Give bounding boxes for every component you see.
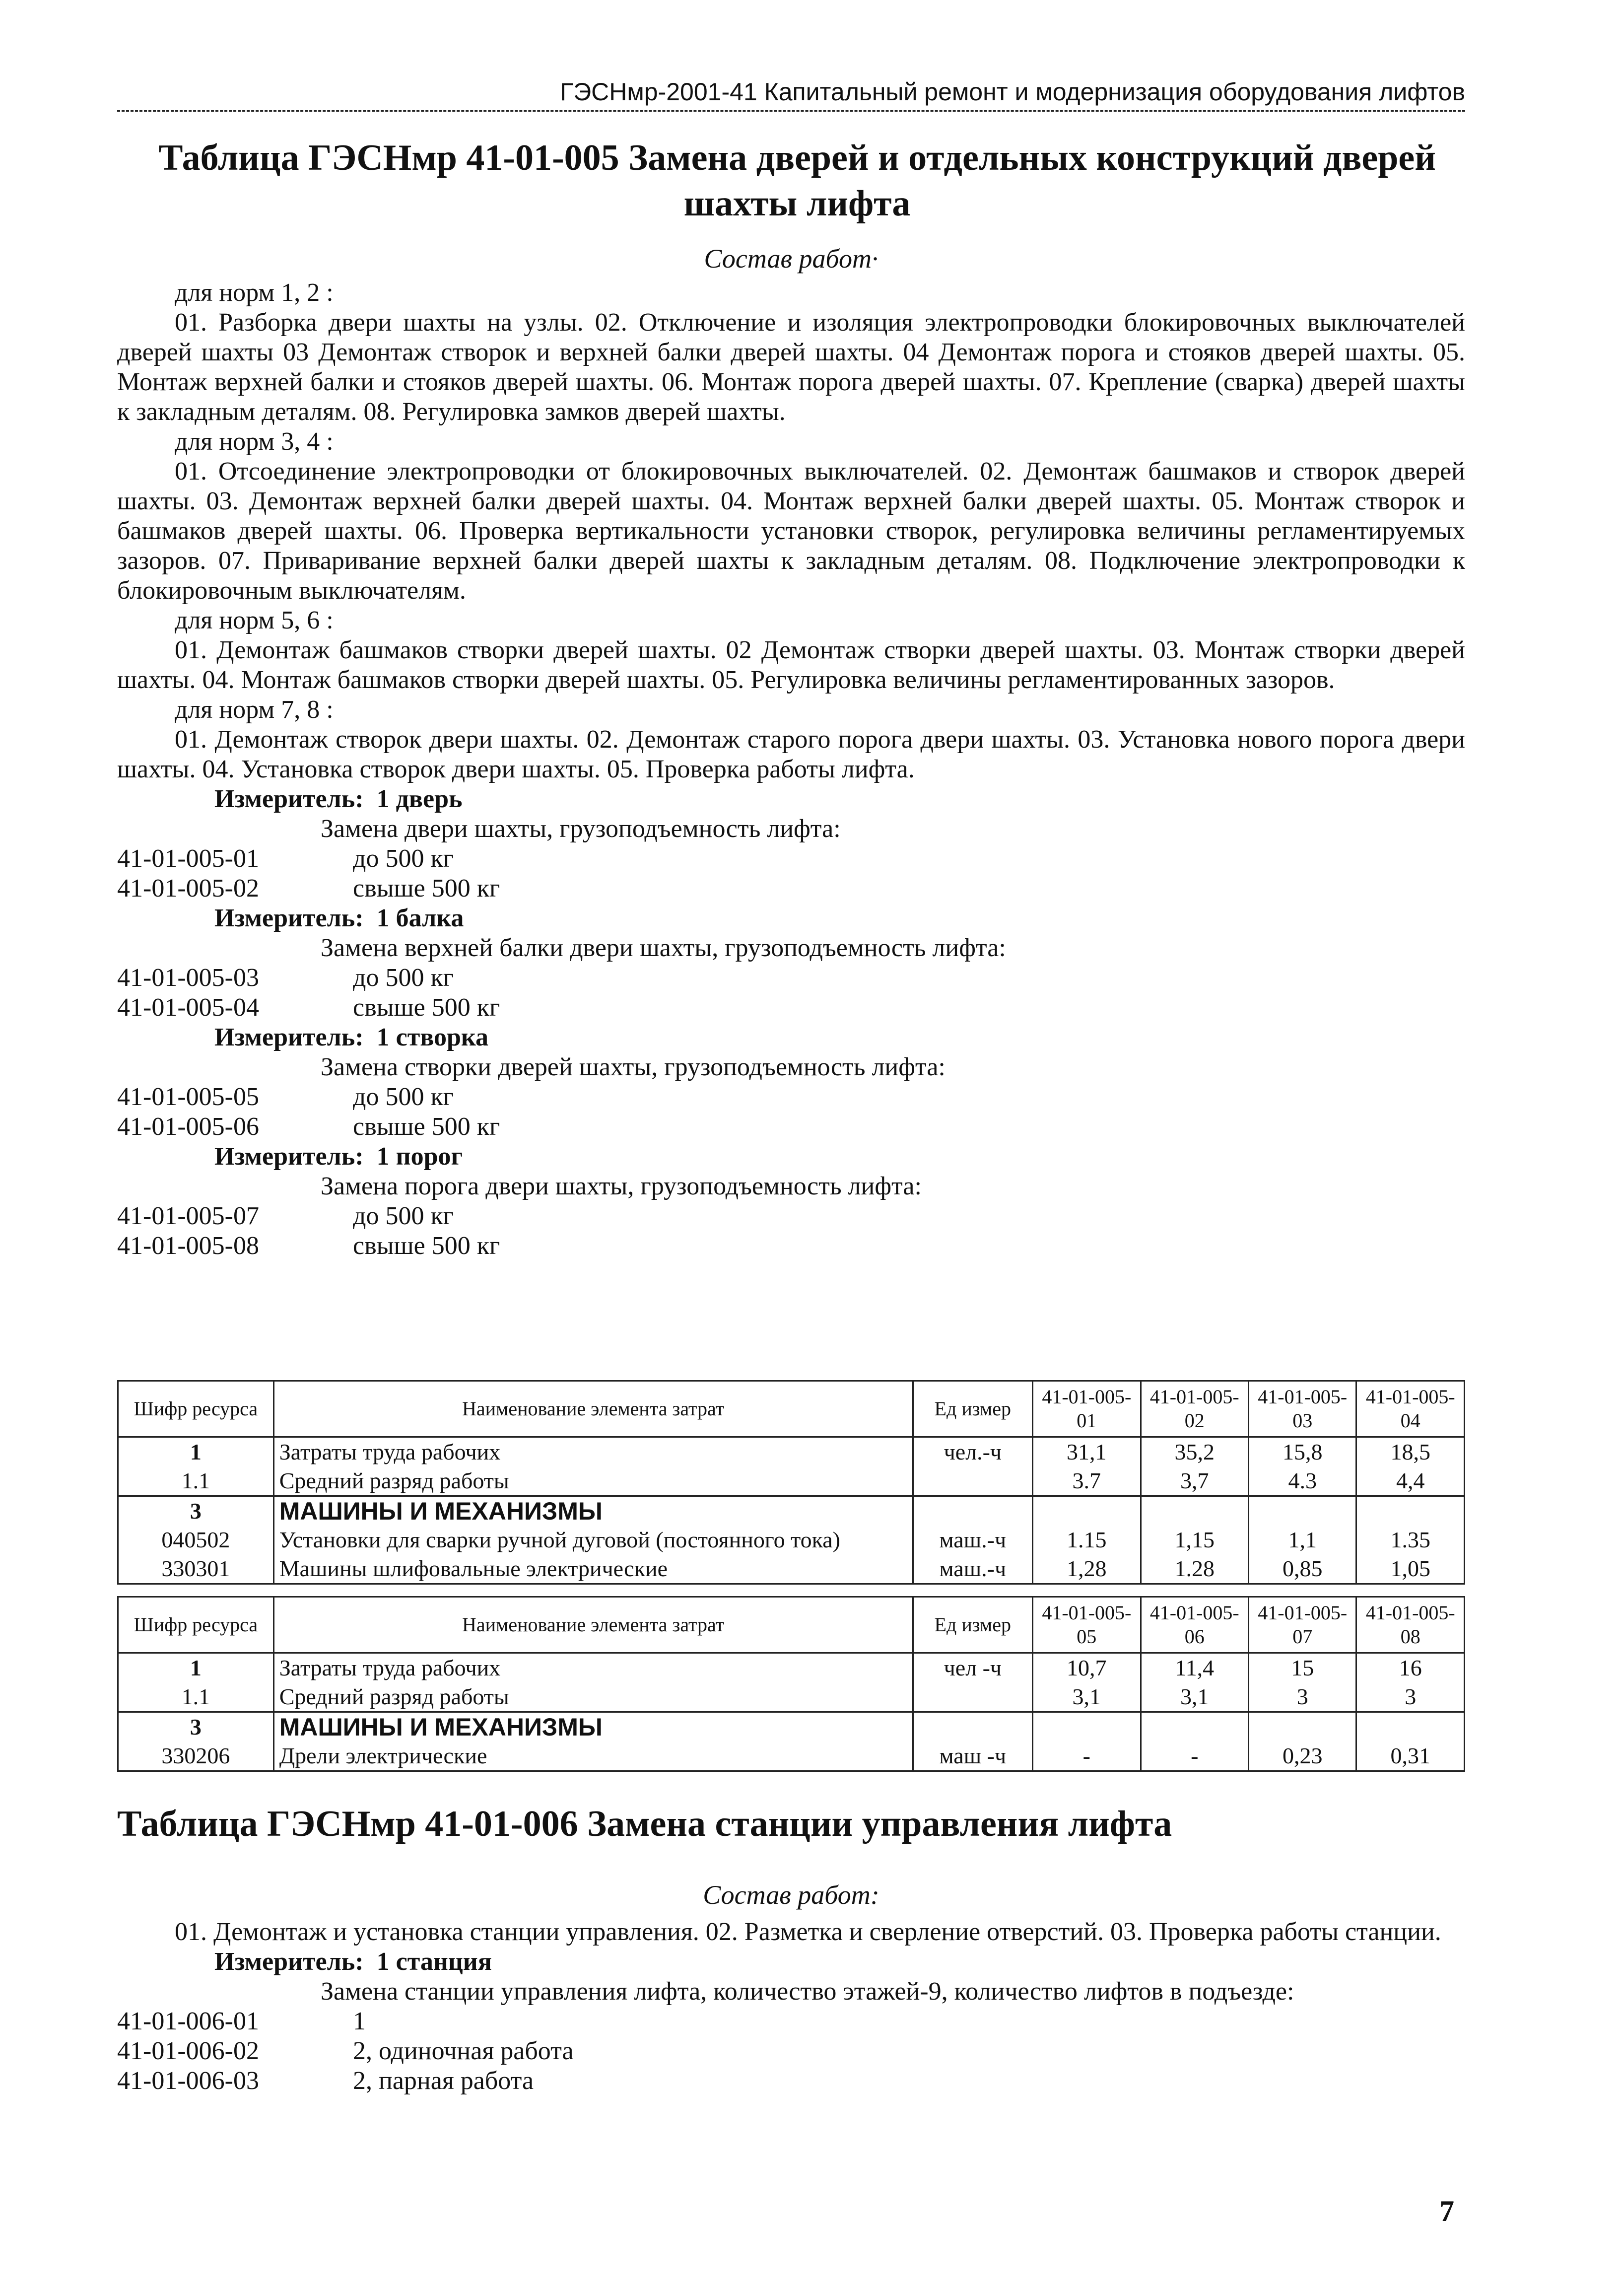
norm-code-row: 41-01-005-04 свыше 500 кг xyxy=(117,993,500,1022)
norm-code-row: 41-01-006-02 2, одиночная работа xyxy=(117,2037,574,2065)
running-header: ГЭСНмр-2001-41 Капитальный ремонт и модернизация оборудования лифтов xyxy=(117,77,1465,112)
norm-group-text: 01. Отсоединение электропроводки от блокировочных выключателей. 02. Демонтаж башмаков и створок дверей шахты. 03. Демонтаж верхней балки дверей шахты. 04. Монтаж верхней балки дверей шахты. 05. Монтаж створок и башмаков дверей шахты. 06. Проверка вертикальности установки створок, регулировка величины регламентируемых зазоров. 07. Приваривание верхней балки дверей шахты к закладным деталям. 08. Подключение электропроводки к блокировочным выключателям. xyxy=(117,457,1465,605)
norm-group-text: 01. Разборка двери шахты на узлы. 02. Отключение и изоляция электропроводки блокировочных выключателей дверей шахты 03 Демонтаж створок и верхней балки дверей шахты. 04 Демонтаж порога и стояков дверей шахты. 05. Монтаж верхней балки и стояков дверей шахты. 06. Монтаж порога дверей шахты. 07. Крепление (сварка) дверей шахты к закладным деталям. 08. Регулировка замков дверей шахты. xyxy=(117,308,1465,426)
work-composition-heading: Состав работ· xyxy=(704,244,879,274)
norm-group-label: для норм 5, 6 : xyxy=(175,606,334,634)
header-cell: 41-01-005-07 xyxy=(1249,1597,1356,1653)
work-composition-body xyxy=(117,278,1465,1261)
norm-group-label: для норм 1, 2 : xyxy=(175,278,334,307)
norm-code-row: 41-01-005-07 до 500 кг xyxy=(117,1202,454,1230)
table-row: 1.1 Средний разряд работы 3,1 3,1 3 3 xyxy=(118,1682,1465,1712)
measure-line: Измеритель: 1 балка xyxy=(214,904,464,932)
measure-description: Замена двери шахты, грузоподъемность лифта: xyxy=(321,815,841,843)
measure-line: Измеритель: 1 створка xyxy=(214,1023,489,1051)
measure-line: Измеритель: 1 дверь xyxy=(214,785,463,813)
norm-group-label: для норм 3, 4 : xyxy=(175,427,334,456)
header-cell: 41-01-005-05 xyxy=(1033,1597,1141,1653)
measure-description: Замена станции управления лифта, количество этажей-9, количество лифтов в подъезде: xyxy=(321,1977,1294,2006)
norm-code-row: 41-01-005-02 свыше 500 кг xyxy=(117,874,500,903)
header-cell: 41-01-005-08 xyxy=(1356,1597,1465,1653)
table-title-41-01-005: Таблица ГЭСНмр 41-01-005 Замена дверей и отдельных конструкций дверей шахты лифта xyxy=(158,138,1436,224)
table-row: 1.1 Средний разряд работы 3.7 3,7 4.3 4,4 xyxy=(118,1466,1465,1496)
header-cell: Шифр ресурса xyxy=(118,1381,274,1437)
table-group-row: 3 МАШИНЫ И МЕХАНИЗМЫ xyxy=(118,1712,1465,1742)
norm-code-row: 41-01-005-08 свыше 500 кг xyxy=(117,1232,500,1260)
measure-description: Замена створки дверей шахты, грузоподъемность лифта: xyxy=(321,1053,946,1081)
header-cell: 41-01-005-03 xyxy=(1249,1381,1356,1437)
norm-group-label: для норм 7, 8 : xyxy=(175,696,334,724)
table-row: 040502 Установки для сварки ручной дуговой (постоянного тока) маш.-ч 1.15 1,15 1,1 1.35 xyxy=(118,1526,1465,1554)
header-cell: Наименование элемента затрат xyxy=(273,1597,913,1653)
header-cell: Шифр ресурса xyxy=(118,1597,274,1653)
table-row: 1 Затраты труда рабочих чел.-ч 31,1 35,2 15,8 18,5 xyxy=(118,1437,1465,1467)
table-group-row: 3 МАШИНЫ И МЕХАНИЗМЫ xyxy=(118,1496,1465,1526)
norm-code-row: 41-01-005-01 до 500 кг xyxy=(117,844,454,873)
header-cell: Ед измер xyxy=(913,1597,1033,1653)
resource-table-1 xyxy=(117,1380,1465,1585)
norm-code-row: 41-01-005-03 до 500 кг xyxy=(117,964,454,992)
measure-line: Измеритель: 1 порог xyxy=(214,1142,463,1171)
measure-description: Замена верхней балки двери шахты, грузоподъемность лифта: xyxy=(321,934,1006,962)
measure-line: Измеритель: 1 станция xyxy=(214,1948,492,1976)
table-title-41-01-006: Таблица ГЭСНмр 41-01-006 Замена станции управления лифта xyxy=(117,1804,1172,1844)
header-cell: Ед измер xyxy=(913,1381,1033,1437)
header-cell: 41-01-005-02 xyxy=(1141,1381,1248,1437)
table-row: 1 Затраты труда рабочих чел -ч 10,7 11,4 15 16 xyxy=(118,1653,1465,1683)
norm-code-row: 41-01-005-06 свыше 500 кг xyxy=(117,1113,500,1141)
norm-group-text: 01. Демонтаж башмаков створки дверей шахты. 02 Демонтаж створки дверей шахты. 03. Монтаж створки дверей шахты. 04. Монтаж башмаков створки дверей шахты. 05. Регулировка величины регламентированных зазоров. xyxy=(117,636,1465,694)
norm-code-row: 41-01-005-05 до 500 кг xyxy=(117,1083,454,1111)
table-row: 330301 Машины шлифовальные электрические маш.-ч 1,28 1.28 0,85 1,05 xyxy=(118,1554,1465,1584)
measure-description: Замена порога двери шахты, грузоподъемность лифта: xyxy=(321,1172,922,1200)
header-cell: 41-01-005-06 xyxy=(1141,1597,1248,1653)
work-composition-body-2 xyxy=(117,1917,1465,2096)
header-cell: 41-01-005-04 xyxy=(1356,1381,1465,1437)
header-cell: 41-01-005-01 xyxy=(1033,1381,1141,1437)
work-composition-text: 01. Демонтаж и установка станции управления. 02. Разметка и сверление отверстий. 03. Проверка работы станции. xyxy=(175,1918,1441,1946)
table-header-row xyxy=(118,1381,1465,1437)
norm-group-text: 01. Демонтаж створок двери шахты. 02. Демонтаж старого порога двери шахты. 03. Установка нового порога двери шахты. 04. Установка створок двери шахты. 05. Проверка работы лифта. xyxy=(117,725,1465,783)
header-cell: Наименование элемента затрат xyxy=(273,1381,913,1437)
norm-code-row: 41-01-006-03 2, парная работа xyxy=(117,2067,534,2095)
table-row: 330206 Дрели электрические маш -ч - - 0,23 0,31 xyxy=(118,1741,1465,1771)
work-composition-heading-2: Состав работ: xyxy=(703,1880,879,1910)
resource-table-2 xyxy=(117,1596,1465,1772)
table-header-row xyxy=(118,1597,1465,1653)
page-number: 7 xyxy=(1439,2195,1454,2227)
norm-code-row: 41-01-006-01 1 xyxy=(117,2007,366,2035)
